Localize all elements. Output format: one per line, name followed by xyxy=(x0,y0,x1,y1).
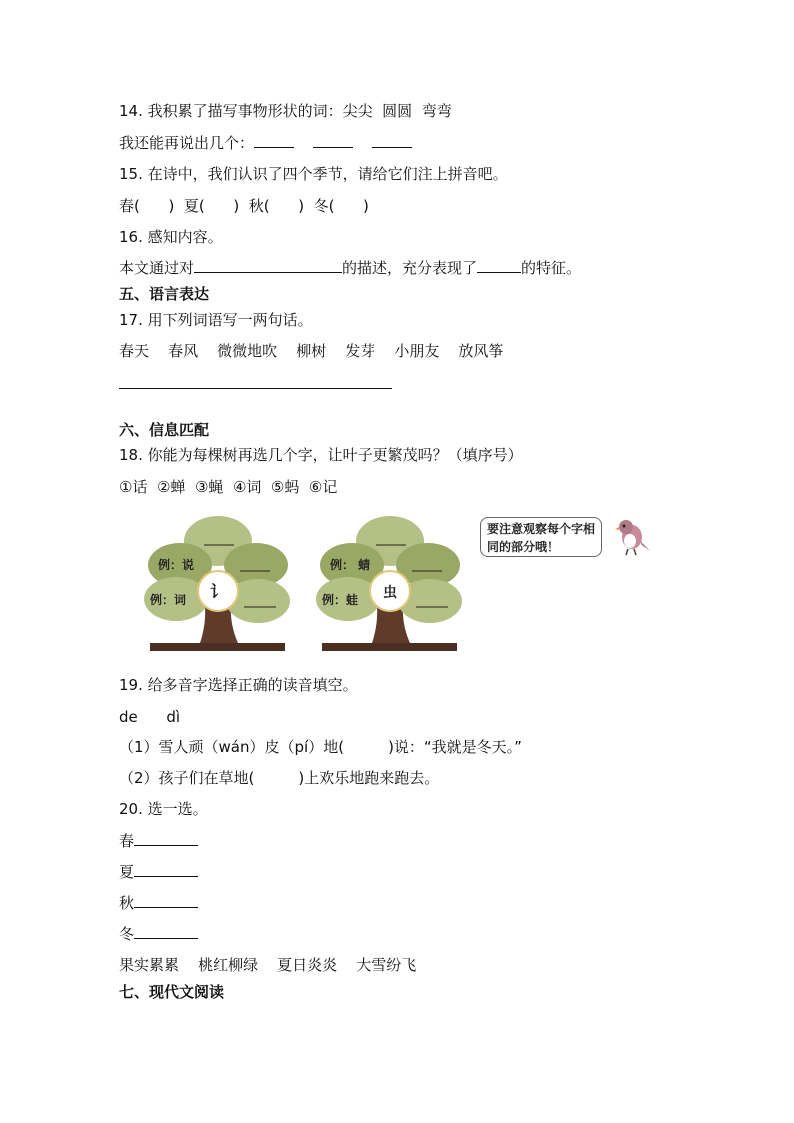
q17-words: 春天 春风 微微地吹 柳树 发芽 小朋友 放风筝 xyxy=(119,342,504,360)
q20-season-row xyxy=(119,924,198,944)
section-6-heading: 六、信息匹配 xyxy=(119,421,210,439)
q17-answer-line[interactable] xyxy=(119,388,392,389)
q14-prompt: 我还能再说出几个： xyxy=(119,134,255,152)
q15-seasons xyxy=(119,196,369,216)
q18-text: 18. 你能为每棵树再选几个字，让叶子更繁茂吗？（填序号） xyxy=(119,446,523,464)
center-radical: 讠 xyxy=(209,582,227,601)
q15-text: 15. 在诗中，我们认识了四个季节，请给它们注上拼音吧。 xyxy=(119,165,508,183)
q19-s2-before: （2）孩子们在草地( xyxy=(119,769,255,787)
q19-s1-before: （1）雪人顽（wán）皮（pí）地( xyxy=(119,738,345,756)
q19-readings: de dì xyxy=(119,708,181,726)
season-label: 冬 xyxy=(119,925,135,943)
bird-icon xyxy=(612,515,652,557)
season-label: 夏 xyxy=(119,863,135,881)
example-label: 例：说 xyxy=(158,558,195,572)
q20-season-row xyxy=(119,893,198,913)
answer-blank[interactable] xyxy=(477,258,521,273)
answer-blank[interactable] xyxy=(313,133,353,148)
answer-blank[interactable] xyxy=(134,893,198,908)
ground xyxy=(322,643,457,651)
q14-answer-line xyxy=(119,133,412,153)
season-winter: ) 冬( xyxy=(298,197,335,215)
q20-choices: 果实累累 桃红柳绿 夏日炎炎 大雪纷飞 xyxy=(119,956,417,974)
example-label: 例：蛙 xyxy=(322,593,359,607)
answer-blank[interactable] xyxy=(372,133,412,148)
q16-text: 16. 感知内容。 xyxy=(119,228,223,246)
answer-blank[interactable] xyxy=(134,831,198,846)
q19-sentence-2 xyxy=(119,768,439,788)
hint-bubble: 要注意观察每个字相同的部分哦！ xyxy=(480,517,602,557)
q18-options: ①话 ②蝉 ③蝇 ④词 ⑤蚂 ⑥记 xyxy=(119,478,338,496)
season-label: 秋 xyxy=(119,894,135,912)
q16-part1: 本文通过对 xyxy=(119,259,195,277)
q16-part2: 的描述，充分表现了 xyxy=(342,259,478,277)
answer-blank[interactable] xyxy=(194,258,342,273)
season-summer: ) 夏( xyxy=(168,197,205,215)
season-label: 春 xyxy=(119,832,135,850)
q16-part3: 的特征。 xyxy=(521,259,582,277)
center-radical: 虫 xyxy=(383,585,397,601)
section-7-heading: 七、现代文阅读 xyxy=(119,983,225,1001)
q19-s1-after: )说：“我就是冬天。” xyxy=(388,738,522,756)
answer-blank[interactable] xyxy=(134,862,198,877)
tree-insect-radical xyxy=(312,515,467,653)
q20-text: 20. 选一选。 xyxy=(119,800,208,818)
season-close: ) xyxy=(363,197,369,215)
tree-speech-radical xyxy=(140,515,295,653)
q20-season-row xyxy=(119,831,198,851)
season-autumn: ) 秋( xyxy=(233,197,270,215)
q17-text: 17. 用下列词语写一两句话。 xyxy=(119,311,313,329)
season-spring: 春( xyxy=(119,197,140,215)
example-label: 例： 蜻 xyxy=(330,558,371,572)
ground xyxy=(150,643,285,651)
q20-season-row xyxy=(119,862,198,882)
example-label: 例：词 xyxy=(150,593,187,607)
q14-text: 14. 我积累了描写事物形状的词：尖尖 圆圆 弯弯 xyxy=(119,102,452,120)
q19-text: 19. 给多音字选择正确的读音填空。 xyxy=(119,676,358,694)
q16-fill xyxy=(119,258,581,278)
q19-s2-after: )上欢乐地跑来跑去。 xyxy=(298,769,440,787)
answer-blank[interactable] xyxy=(134,924,198,939)
answer-blank[interactable] xyxy=(254,133,294,148)
q19-sentence-1 xyxy=(119,737,522,757)
section-5-heading: 五、语言表达 xyxy=(119,285,210,303)
